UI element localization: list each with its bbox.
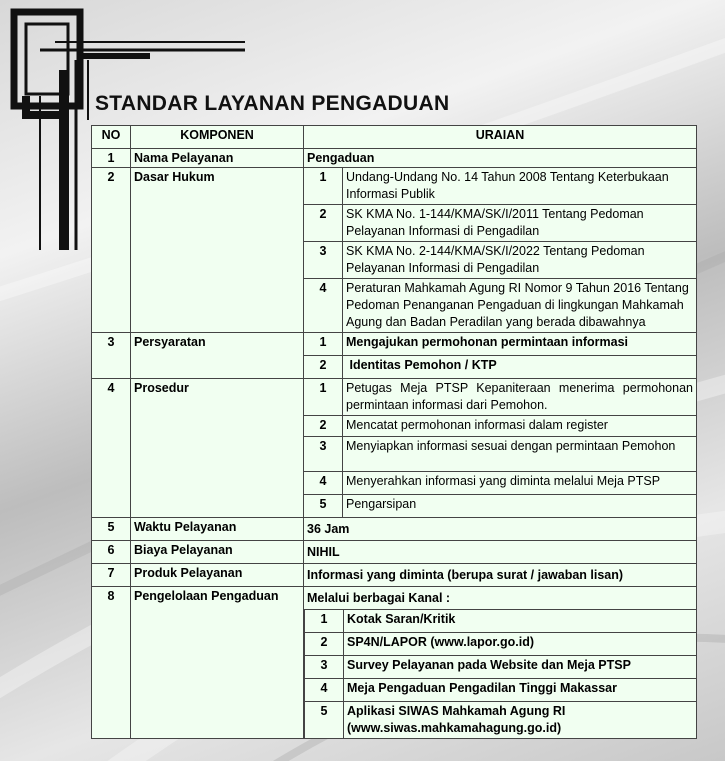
list-item: [304, 279, 696, 333]
item-number: 1: [304, 379, 343, 416]
table-row: [92, 168, 697, 333]
row-number: 3: [92, 333, 131, 379]
item-text: Undang-Undang No. 14 Tahun 2008 Tentang Keterbukaan Informasi Publik: [346, 170, 669, 201]
item-number: 1: [304, 168, 343, 205]
item-text: Aplikasi SIWAS Mahkamah Agung RI (www.siwas.mahkamahagung.go.id): [344, 702, 697, 739]
item-text: Meja Pengaduan Pengadilan Tinggi Makassar: [344, 679, 697, 702]
col-header-komponen: KOMPONEN: [131, 126, 304, 149]
table-row: [92, 564, 697, 587]
item-number: 2: [304, 205, 343, 242]
row-component: Waktu Pelayanan: [131, 518, 304, 541]
table-row: [92, 541, 697, 564]
item-number: 3: [305, 656, 344, 679]
row-component: Persyaratan: [131, 333, 304, 379]
row-number: 7: [92, 564, 131, 587]
list-item: [304, 495, 696, 518]
row-component: Biaya Pelayanan: [131, 541, 304, 564]
list-item: [304, 379, 696, 416]
item-number: 4: [305, 679, 344, 702]
row-description: [304, 564, 697, 587]
list-item: [304, 356, 696, 379]
item-text: SK KMA No. 2-144/KMA/SK/I/2022 Tentang Pedoman Pelayanan Informasi di Pengadilan: [343, 242, 697, 279]
col-header-no: NO: [92, 126, 131, 149]
table-row: [92, 333, 697, 379]
item-number: 4: [304, 472, 343, 495]
item-number: 1: [305, 610, 344, 633]
page-title: STANDAR LAYANAN PENGADUAN: [95, 92, 450, 115]
list-item: [304, 242, 696, 279]
row-component: Dasar Hukum: [131, 168, 304, 333]
row-description: [304, 333, 697, 379]
item-number: 2: [304, 416, 343, 437]
item-text: SK KMA No. 1-144/KMA/SK/I/2011 Tentang Pedoman Pelayanan Informasi di Pengadilan: [343, 205, 697, 242]
row-description: [304, 379, 697, 518]
item-number: 1: [304, 333, 343, 356]
item-text: Peraturan Mahkamah Agung RI Nomor 9 Tahun 2016 Tentang Pedoman Penanganan Pengaduan di lingkungan Mahkamah Agung dan Badan Peradilan yang berada dibawahnya: [343, 279, 697, 333]
list-item: [304, 472, 696, 495]
item-number: 4: [304, 279, 343, 333]
item-text: Pengarsipan: [343, 495, 697, 518]
row-description: [304, 541, 697, 564]
list-item: [305, 610, 697, 633]
item-number: 3: [304, 242, 343, 279]
row-description: [304, 587, 697, 739]
service-standard-table: [91, 125, 697, 739]
list-item: [304, 168, 696, 205]
item-number: 3: [304, 437, 343, 472]
item-text: Mencatat permohonan informasi dalam register: [343, 416, 697, 437]
item-text: Kotak Saran/Kritik: [347, 612, 456, 626]
table-row: [92, 587, 697, 739]
item-number: 5: [304, 495, 343, 518]
list-item: [305, 633, 697, 656]
row-description: [304, 149, 697, 168]
description-text: Informasi yang diminta (berupa surat / jawaban lisan): [307, 568, 624, 582]
item-text: Survey Pelayanan pada Website dan Meja PTSP: [344, 656, 697, 679]
row-component: Prosedur: [131, 379, 304, 518]
table-row: [92, 518, 697, 541]
table-row: [92, 149, 697, 168]
row-description: [304, 168, 697, 333]
item-text: Menyerahkan informasi yang diminta melalui Meja PTSP: [343, 472, 697, 495]
row-description: [304, 518, 697, 541]
description-text: Pengaduan: [307, 151, 375, 165]
table-header-row: [92, 126, 697, 149]
list-item: [305, 656, 697, 679]
list-item: [304, 416, 696, 437]
item-text: Mengajukan permohonan permintaan informasi: [346, 335, 628, 349]
row-component: Produk Pelayanan: [131, 564, 304, 587]
item-text: Menyiapkan informasi sesuai dengan permintaan Pemohon: [343, 437, 697, 472]
description-text: Melalui berbagai Kanal :: [304, 587, 696, 610]
row-number: 2: [92, 168, 131, 333]
col-header-uraian: URAIAN: [304, 126, 697, 149]
item-number: 2: [305, 633, 344, 656]
item-text: Identitas Pemohon / KTP: [343, 356, 697, 379]
list-item: [305, 679, 697, 702]
row-number: 1: [92, 149, 131, 168]
row-component: Nama Pelayanan: [131, 149, 304, 168]
row-number: 5: [92, 518, 131, 541]
row-number: 6: [92, 541, 131, 564]
row-component: Pengelolaan Pengaduan: [131, 587, 304, 739]
item-number: 5: [305, 702, 344, 739]
item-number: 2: [304, 356, 343, 379]
row-number: 8: [92, 587, 131, 739]
row-number: 4: [92, 379, 131, 518]
description-text: 36 Jam: [307, 522, 350, 536]
description-text: NIHIL: [307, 545, 340, 559]
table-row: [92, 379, 697, 518]
list-item: [305, 702, 697, 739]
list-item: [304, 437, 696, 472]
item-text: SP4N/LAPOR (www.lapor.go.id): [344, 633, 697, 656]
list-item: [304, 205, 696, 242]
list-item: [304, 333, 696, 356]
item-text: Petugas Meja PTSP Kepaniteraan menerima permohonan permintaan informasi dari Pemohon.: [346, 381, 693, 412]
